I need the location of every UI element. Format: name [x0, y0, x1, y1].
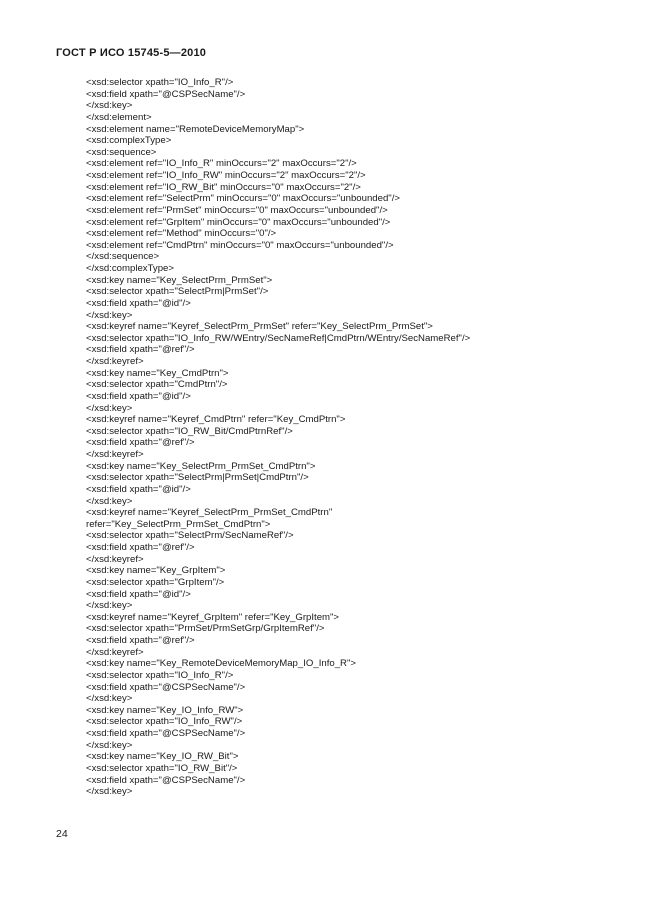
code-line: </xsd:key> — [86, 739, 133, 751]
code-line: refer="Key_SelectPrm_PrmSet_CmdPtrn"> — [86, 518, 271, 530]
code-line: <xsd:element ref="IO_Info_R" minOccurs="2" maxOccurs="2"/> — [86, 158, 357, 170]
code-line: </xsd:complexType> — [86, 263, 174, 274]
code-line: <xsd:keyref name="Keyref_SelectPrm_PrmSet" refer="Key_SelectPrm_PrmSet"> — [86, 321, 433, 333]
code-line: <xsd:key name="Key_IO_RW_Bit"> — [86, 751, 239, 763]
code-line: <xsd:selector xpath="PrmSet/PrmSetGrp/GrpItemRef"/> — [86, 623, 325, 635]
code-line: </xsd:key> — [86, 786, 133, 798]
code-line: <xsd:element ref="PrmSet" minOccurs="0" maxOccurs="unbounded"/> — [86, 204, 388, 216]
code-line: <xsd:selector xpath="SelectPrm/SecNameRef"/> — [86, 530, 294, 542]
code-line: <xsd:element ref="GrpItem" minOccurs="0" maxOccurs="unbounded"/> — [86, 216, 391, 228]
code-line: <xsd:field xpath="@ref"/> — [86, 635, 195, 646]
code-line: <xsd:field xpath="@id"/> — [86, 483, 191, 495]
code-line: <xsd:element ref="CmdPtrn" minOccurs="0" maxOccurs="unbounded"/> — [86, 239, 394, 251]
code-line: </xsd:sequence> — [86, 251, 160, 263]
code-line: <xsd:field xpath="@CSPSecName"/> — [86, 774, 246, 786]
code-line: <xsd:field xpath="@ref"/> — [86, 542, 195, 553]
code-line: </xsd:key> — [86, 100, 133, 112]
code-line: <xsd:selector xpath="IO_Info_RW"/> — [86, 716, 243, 728]
code-line: <xsd:field xpath="@id"/> — [86, 588, 191, 600]
code-line: </xsd:keyref> — [86, 646, 144, 658]
code-line: <xsd:field xpath="@ref"/> — [86, 437, 195, 449]
code-line: <xsd:selector xpath="IO_Info_R"/> — [86, 77, 234, 88]
code-line: <xsd:selector xpath="IO_RW_Bit/CmdPtrnRef"/> — [86, 425, 293, 437]
code-line: </xsd:keyref> — [86, 553, 144, 565]
page-number: 24 — [56, 828, 68, 840]
code-line: <xsd:element ref="IO_Info_RW" minOccurs="2" maxOccurs="2"/> — [86, 170, 366, 181]
code-line: <xsd:key name="Key_GrpItem"> — [86, 565, 226, 577]
code-line: <xsd:element ref="IO_RW_Bit" minOccurs="0" maxOccurs="2"/> — [86, 181, 361, 193]
code-line: <xsd:selector xpath="IO_Info_RW/WEntry/SecNameRef|CmdPtrn/WEntry/SecNameRef"/> — [86, 332, 471, 344]
xml-schema-code-block — [86, 77, 470, 798]
code-line: <xsd:keyref name="Keyref_SelectPrm_PrmSet_CmdPtrn" — [86, 507, 333, 519]
code-line: <xsd:field xpath="@ref"/> — [86, 344, 195, 356]
code-line: </xsd:keyref> — [86, 449, 144, 460]
code-line: <xsd:selector xpath="SelectPrm|PrmSet"/> — [86, 286, 269, 298]
code-line: </xsd:key> — [86, 600, 133, 612]
code-line: </xsd:keyref> — [86, 356, 144, 367]
code-line: <xsd:element name="RemoteDeviceMemoryMap"> — [86, 123, 305, 135]
code-line: </xsd:key> — [86, 495, 133, 507]
code-line: <xsd:selector xpath="IO_Info_R"/> — [86, 669, 234, 681]
code-line: <xsd:field xpath="@id"/> — [86, 390, 191, 402]
code-line: <xsd:selector xpath="GrpItem"/> — [86, 576, 225, 588]
code-line: </xsd:element> — [86, 111, 152, 123]
code-line: <xsd:sequence> — [86, 146, 157, 158]
code-line: <xsd:field xpath="@id"/> — [86, 297, 191, 309]
code-line: <xsd:element ref="Method" minOccurs="0"/> — [86, 228, 277, 240]
code-line: <xsd:field xpath="@CSPSecName"/> — [86, 681, 246, 693]
code-line: <xsd:selector xpath="CmdPtrn"/> — [86, 379, 228, 391]
code-line: <xsd:field xpath="@CSPSecName"/> — [86, 88, 246, 100]
code-line: </xsd:key> — [86, 309, 133, 321]
code-line: <xsd:keyref name="Keyref_GrpItem" refer="Key_GrpItem"> — [86, 611, 340, 623]
code-line: <xsd:selector xpath="IO_RW_Bit"/> — [86, 762, 238, 774]
code-line: </xsd:key> — [86, 402, 133, 414]
code-line: <xsd:keyref name="Keyref_CmdPtrn" refer="Key_CmdPtrn"> — [86, 414, 346, 426]
code-line: </xsd:key> — [86, 693, 133, 705]
code-line: <xsd:selector xpath="SelectPrm|PrmSet|CmdPtrn"/> — [86, 472, 309, 484]
code-line: <xsd:key name="Key_SelectPrm_PrmSet"> — [86, 274, 273, 286]
code-line: <xsd:key name="Key_RemoteDeviceMemoryMap_IO_Info_R"> — [86, 658, 356, 670]
code-line: <xsd:key name="Key_SelectPrm_PrmSet_CmdPtrn"> — [86, 460, 316, 472]
code-line: <xsd:element ref="SelectPrm" minOccurs="0" maxOccurs="unbounded"/> — [86, 193, 400, 205]
code-line: <xsd:key name="Key_CmdPtrn"> — [86, 367, 229, 379]
code-line: <xsd:field xpath="@CSPSecName"/> — [86, 728, 246, 739]
document-standard-header: ГОСТ Р ИСО 15745-5—2010 — [56, 47, 207, 59]
code-line: <xsd:complexType> — [86, 135, 172, 147]
code-line: <xsd:key name="Key_IO_Info_RW"> — [86, 704, 244, 716]
